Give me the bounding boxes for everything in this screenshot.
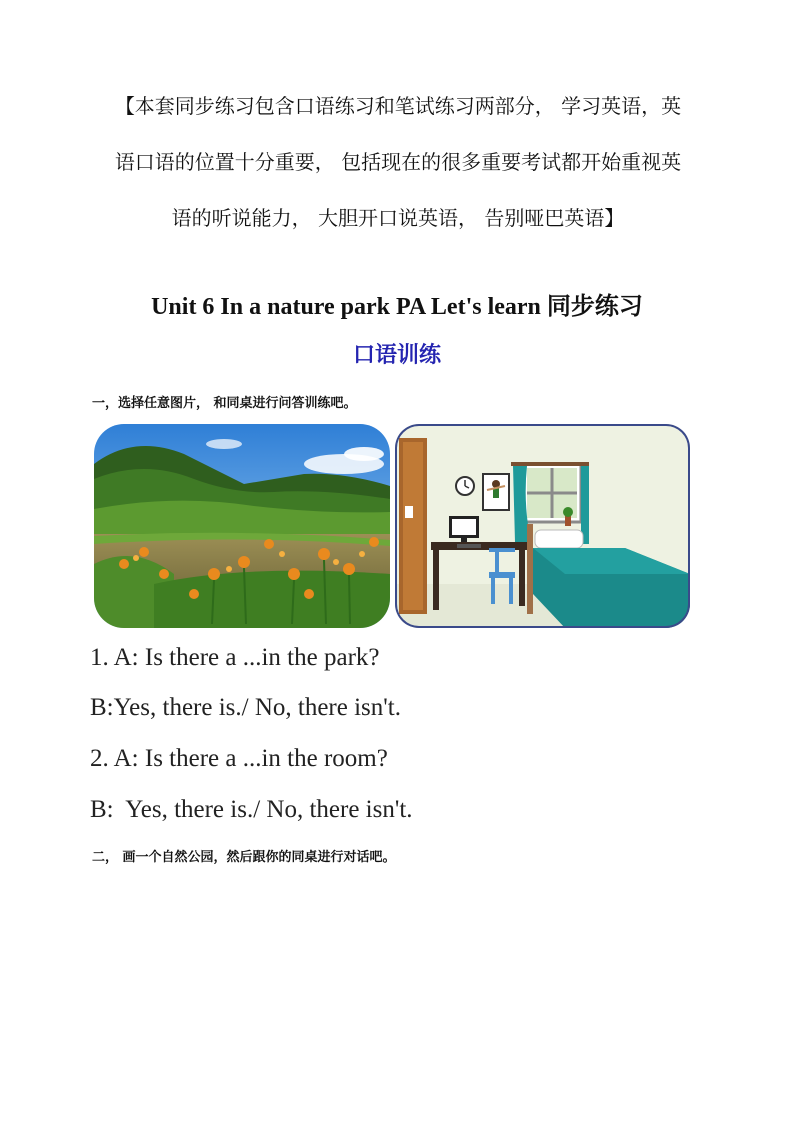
page-subtitle: 口语训练 bbox=[352, 343, 441, 368]
dialog-line-3: 2. A: Is there a ...in the room? bbox=[90, 745, 388, 772]
intro-paragraph bbox=[88, 78, 708, 246]
dialog-line-2: B:Yes, there is./ No, there isn't. bbox=[90, 694, 401, 721]
nature-park-image bbox=[94, 424, 390, 628]
page-title: Unit 6 In a nature park PA Let's learn 同步练习 bbox=[151, 294, 643, 320]
intro-line-2: 语口语的位置十分重要， 包括现在的很多重要考试都开始重视英 bbox=[114, 150, 682, 174]
intro-line-3: 语的听说能力， 大胆开口说英语， 告别哑巴英语】 bbox=[171, 206, 625, 230]
section-1-instruction: 一，选择任意图片， 和同桌进行问答训练吧。 bbox=[92, 396, 357, 411]
dialog-line-1: 1. A: Is there a ...in the park? bbox=[90, 644, 380, 671]
dialog-line-4: B: Yes, there is./ No, there isn't. bbox=[90, 796, 413, 823]
bedroom-image bbox=[395, 424, 690, 628]
section-2-instruction: 二， 画一个自然公园，然后跟你的同桌进行对话吧。 bbox=[92, 850, 396, 865]
intro-line-1: 【本套同步练习包含口语练习和笔试练习两部分， 学习英语，英 bbox=[114, 94, 682, 118]
